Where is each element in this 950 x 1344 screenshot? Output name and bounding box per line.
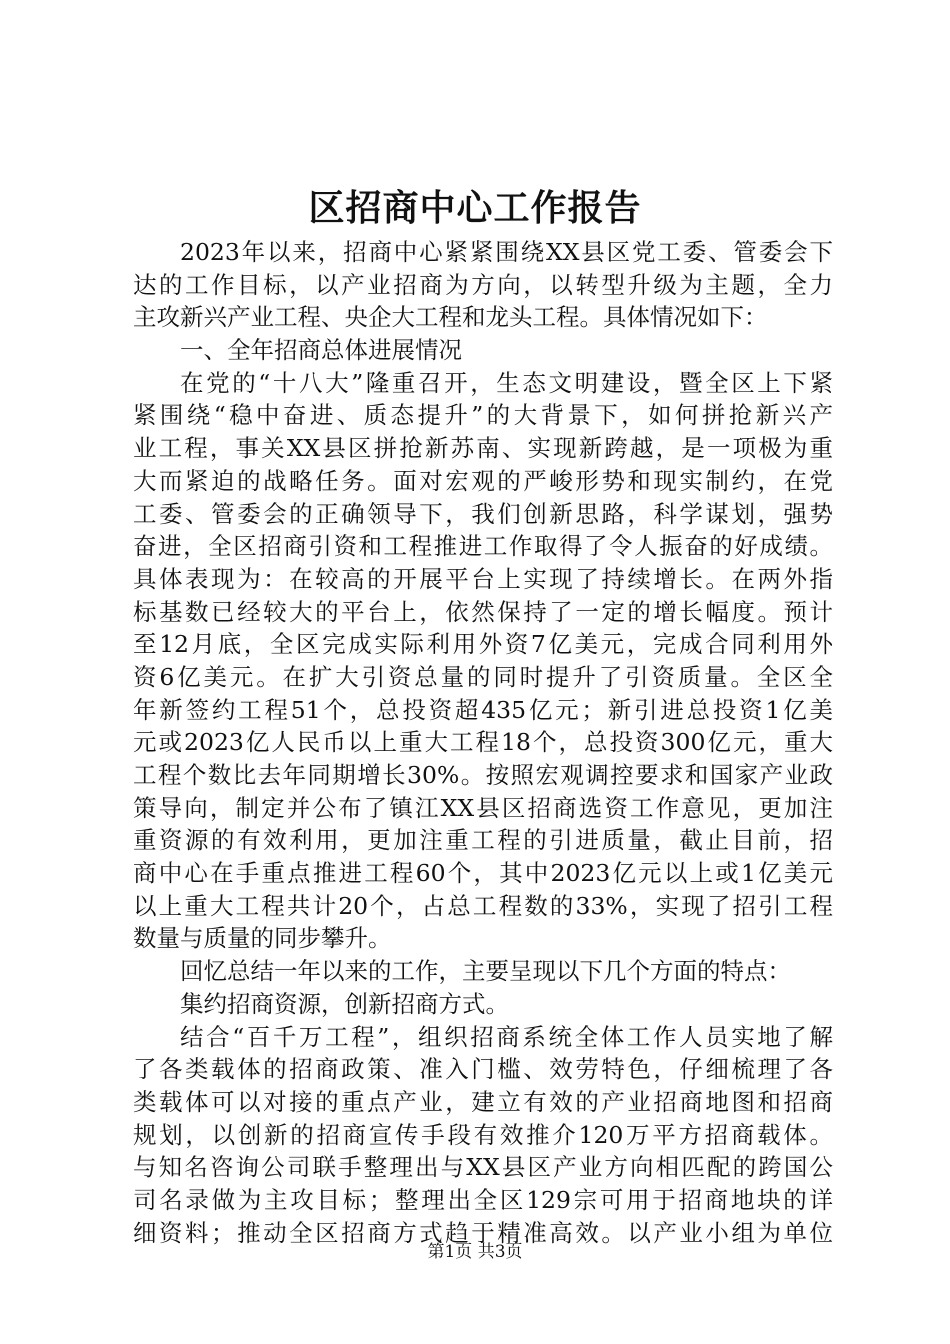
body-line: 类载体可以对接的重点产业，建立有效的产业招商地图和招商 — [133, 1087, 833, 1116]
body-line: 业工程，事关XX县区拼抢新苏南、实现新跨越，是一项极为重 — [133, 434, 833, 463]
body-line: 至12月底，全区完成实际利用外资7亿美元，完成合同利用外 — [133, 630, 833, 659]
body-line: 资6亿美元。在扩大引资总量的同时提升了引资质量。全区全 — [133, 662, 833, 691]
body-line: 标基数已经较大的平台上，依然保持了一定的增长幅度。预计 — [133, 597, 833, 626]
body-line: 细资料；推动全区招商方式趋于精准高效。以产业小组为单位 — [133, 1218, 833, 1247]
body-line: 2023年以来，招商中心紧紧围绕XX县区党工委、管委会下 — [180, 238, 833, 266]
document-title: 区招商中心工作报告 — [308, 187, 642, 229]
body-line: 回忆总结一年以来的工作，主要呈现以下几个方面的特点： — [180, 957, 791, 986]
body-line: 商中心在手重点推进工程60个，其中2023亿元以上或1亿美元 — [133, 859, 833, 888]
body-line: 规划，以创新的招商宣传手段有效推介120万平方招商载体。 — [133, 1120, 833, 1149]
body-line: 达的工作目标，以产业招商为方向，以转型升级为主题，全力 — [133, 270, 833, 299]
body-line: 工程个数比去年同期增长30%。按照宏观调控要求和国家产业政 — [133, 761, 833, 789]
body-line: 数量与质量的同步攀升。 — [133, 924, 392, 953]
body-line: 元或2023亿人民币以上重大工程18个，总投资300亿元，重大 — [133, 728, 833, 757]
body-line: 集约招商资源，创新招商方式。 — [180, 989, 509, 1018]
body-line: 司名录做为主攻目标；整理出全区129宗可用于招商地块的详 — [133, 1185, 833, 1214]
page-footer: 第1页 共3页 — [427, 1242, 523, 1262]
body-line: 结合“百千万工程”，组织招商系统全体工作人员实地了解 — [180, 1022, 833, 1051]
body-line: 策导向，制定并公布了镇江XX县区招商选资工作意见，更加注 — [133, 793, 833, 822]
body-line: 在党的“十八大”隆重召开，生态文明建设，暨全区上下紧 — [180, 368, 833, 397]
body-line: 重资源的有效利用，更加注重工程的引进质量，截止目前，招 — [133, 826, 833, 855]
body-line: 奋进，全区招商引资和工程推进工作取得了令人振奋的好成绩。 — [133, 532, 833, 561]
body-line: 主攻新兴产业工程、央企大工程和龙头工程。具体情况如下： — [133, 303, 768, 332]
body-line: 工委、管委会的正确领导下，我们创新思路，科学谋划，强势 — [133, 499, 833, 528]
body-line: 年新签约工程51个，总投资超435亿元；新引进总投资1亿美 — [133, 695, 833, 724]
body-line: 一、全年招商总体进展情况 — [180, 336, 462, 365]
body-line: 了各类载体的招商政策、准入门槛、效劳特色，仔细梳理了各 — [133, 1055, 833, 1084]
document-body — [133, 236, 833, 1249]
body-line: 以上重大工程共计20个，占总工程数的33%，实现了招引工程 — [133, 891, 833, 920]
body-line: 与知名咨询公司联手整理出与XX县区产业方向相匹配的跨国公 — [133, 1153, 833, 1182]
body-line: 大而紧迫的战略任务。面对宏观的严峻形势和现实制约，在党 — [133, 466, 833, 495]
body-line: 具体表现为：在较高的开展平台上实现了持续增长。在两外指 — [133, 564, 833, 593]
body-line: 紧围绕“稳中奋进、质态提升”的大背景下，如何拼抢新兴产 — [133, 401, 833, 430]
